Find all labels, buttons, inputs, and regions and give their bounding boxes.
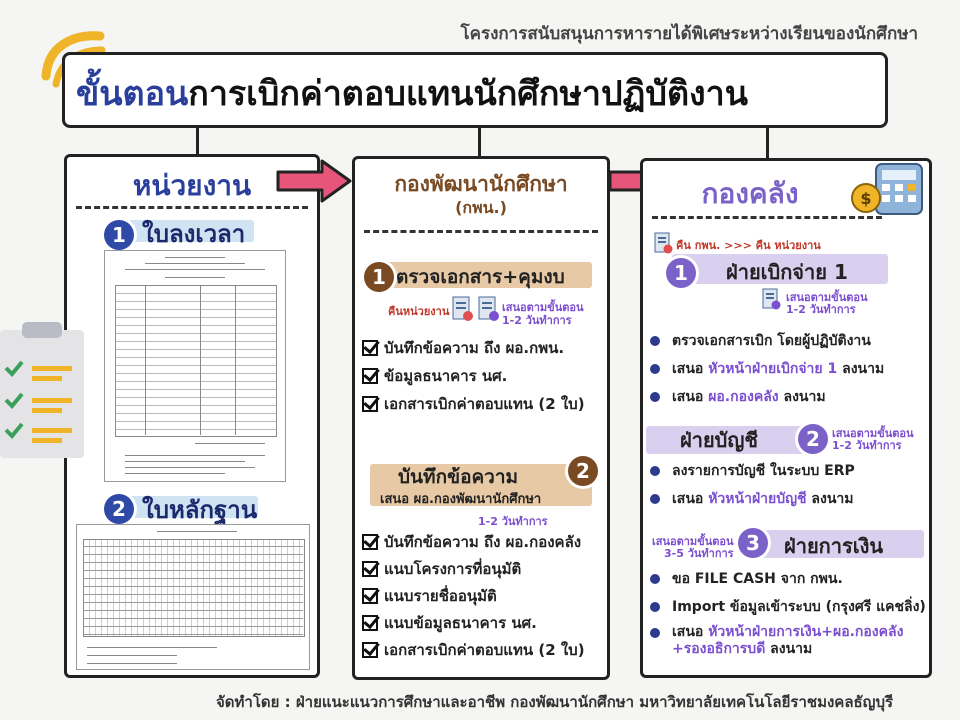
bullet-dot [650,364,660,374]
col3-step3-days: 3-5 วันทำการ [664,547,734,560]
bullet-item: ขอ FILE CASH จาก กพน. [650,568,843,590]
svg-text:$: $ [860,189,872,208]
col2-step2-days: 1-2 วันทำการ [478,515,548,528]
col3-divider [652,216,882,219]
col3-step1-label: ฝ่ายเบิกจ่าย 1 [726,260,848,284]
col2-heading: กองพัฒนานักศึกษา [394,172,568,196]
clipboard-checklist-icon [0,320,86,460]
bullet-dot [650,336,660,346]
col1-heading: หน่วยงาน [132,169,252,202]
page-title [76,66,748,120]
bullet-dot [650,574,660,584]
col3-step3-forward: เสนอตามขั้นตอน [652,535,734,548]
evidence-label: ใบหลักฐาน [142,496,258,524]
title-part2: การเบิกค่าตอบแทนนักศึกษาปฏิบัติงาน [188,74,748,114]
forward-document-icon [478,296,500,322]
col3-step2-label: ฝ่ายบัญชี [680,428,758,452]
timesheet-label: ใบลงเวลา [142,220,246,248]
col2-step1-days: 1-2 วันทำการ [502,314,572,327]
col2-step2-label: บันทึกข้อความ [398,466,519,488]
return-document-icon [452,296,474,322]
project-title: โครงการสนับสนุนการหารายได้พิเศษระหว่างเรียนของนักศึกษา [460,24,918,44]
calculator-coin-icon [850,162,926,216]
bullet-dot [650,392,660,402]
bullet-item: เสนอ หัวหน้าฝ่ายการเงิน+ผอ.กองคลัง +รองอธิการบดี ลงนาม [650,624,903,658]
col1-step1-number: 1 [104,220,134,250]
col2-return-note: คืนหน่วยงาน [388,305,450,318]
col3-step3-label: ฝ่ายการเงิน [784,534,884,558]
checkbox-icon [362,588,378,604]
col3-step2-forward: เสนอตามขั้นตอน [832,427,914,440]
checkbox-icon [362,561,378,577]
bullet-item: ตรวจเอกสารเบิก โดยผู้ปฏิบัติงาน [650,330,871,352]
col2-divider [364,230,598,233]
footer-credit: จัดทำโดย : ฝ่ายแนะแนวการศึกษาและอาชีพ กองพัฒนานักศึกษา มหาวิทยาลัยเทคโนโลยีราชมงคลธัญบุรี [216,693,894,711]
forward-document-icon [762,288,782,310]
bullet-item: Import ข้อมูลเข้าระบบ (กรุงศรี แคชลิ่ง) [650,596,926,618]
bullet-item: เสนอ ผอ.กองคลัง ลงนาม [650,386,826,408]
checklist-item: แนบโครงการที่อนุมัติ [362,557,521,581]
col1-step2-number: 2 [104,494,134,524]
checklist-item: แนบข้อมูลธนาคาร นศ. [362,611,537,635]
bullet-item: ลงรายการบัญชี ในระบบ ERP [650,460,855,482]
col2-forward-note: เสนอตามขั้นตอน [502,301,584,314]
col3-heading: กองคลัง [701,177,799,210]
checklist-item: บันทึกข้อความ ถึง ผอ.กพน. [362,336,564,360]
connector-left [196,128,199,156]
col3-step2-days: 1-2 วันทำการ [832,439,902,452]
checklist-item: บันทึกข้อความ ถึง ผอ.กองคลัง [362,530,581,554]
checklist-item: แนบรายชื่ออนุมัติ [362,584,497,608]
col3-step1-number: 1 [666,258,696,288]
col2-step2-sub: เสนอ ผอ.กองพัฒนานักศึกษา [380,492,542,507]
col2-step2-number: 2 [568,456,598,486]
col3-return-note: คืน กพน. >>> คืน หน่วยงาน [676,239,821,252]
bullet-dot [650,466,660,476]
col1-divider [76,206,308,209]
checkbox-icon [362,396,378,412]
col3-step3-number: 3 [738,528,768,558]
bullet-item: เสนอ หัวหน้าฝ่ายบัญชี ลงนาม [650,488,853,510]
checkbox-icon [362,534,378,550]
bullet-dot [650,628,660,638]
timesheet-document [104,250,286,482]
bullet-dot [650,494,660,504]
checklist-item: ข้อมูลธนาคาร นศ. [362,364,507,388]
col2-step1-number: 1 [364,262,394,292]
bullet-item: เสนอ หัวหน้าฝ่ายเบิกจ่าย 1 ลงนาม [650,358,884,380]
evidence-document [76,524,310,670]
checkbox-icon [362,340,378,356]
arrow-right-icon [274,158,354,204]
checklist-item: เอกสารเบิกค่าตอบแทน (2 ใบ) [362,392,585,416]
col3-step2-number: 2 [798,424,828,454]
col3-step1-forward: เสนอตามขั้นตอน [786,291,868,304]
col3-step1-days: 1-2 วันทำการ [786,303,856,316]
col2-heading-sub: (กพน.) [455,198,507,217]
connector-mid [478,128,481,156]
connector-right [766,128,769,158]
checkbox-icon [362,642,378,658]
checklist-item: เอกสารเบิกค่าตอบแทน (2 ใบ) [362,638,585,662]
title-part1: ขั้นตอน [76,74,189,114]
bullet-dot [650,602,660,612]
return-document-icon [654,232,674,254]
checkbox-icon [362,615,378,631]
col2-step1-label: ตรวจเอกสาร+คุมงบ [396,266,565,288]
checkbox-icon [362,368,378,384]
